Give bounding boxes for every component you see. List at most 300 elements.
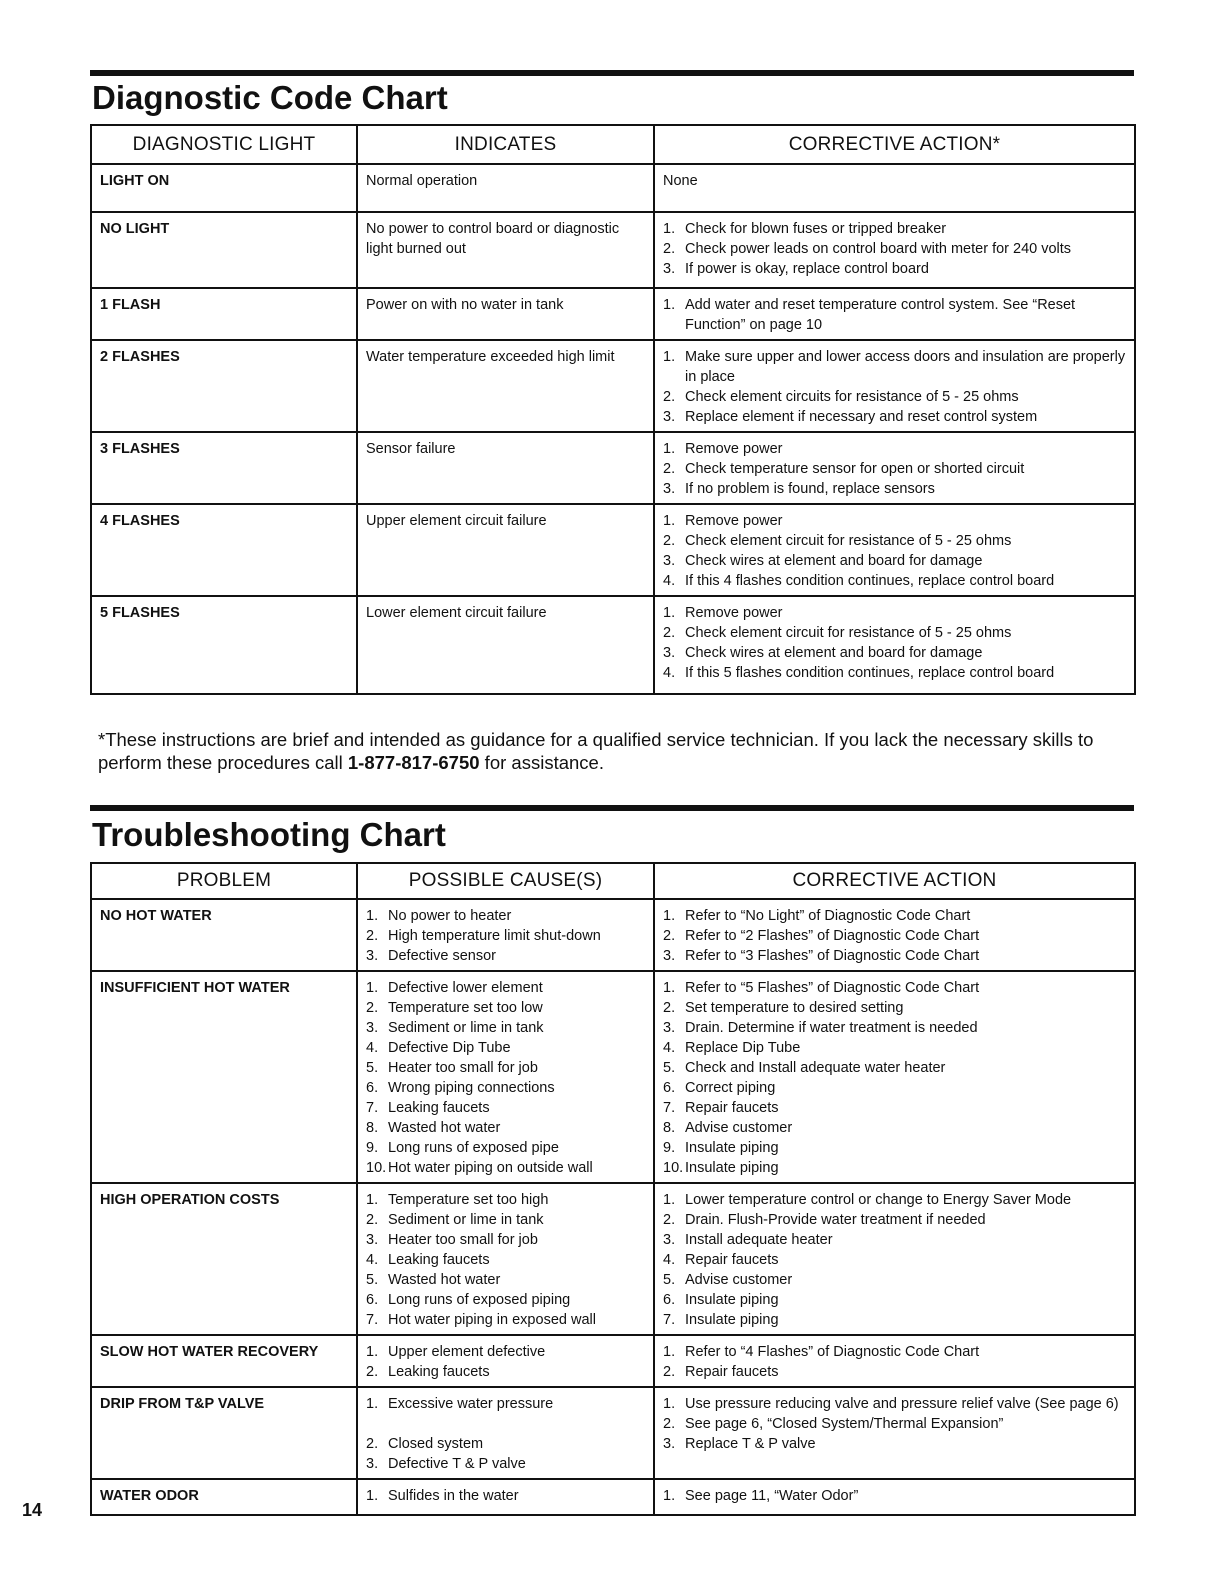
- item-number: 2.: [663, 1212, 676, 1228]
- list-item: [663, 1310, 1126, 1330]
- item-number: 2.: [366, 1436, 379, 1452]
- item-text: Wasted hot water: [388, 1272, 501, 1288]
- item-number: 9.: [366, 1140, 379, 1156]
- item-number: 1.: [366, 1396, 379, 1412]
- item-text: Insulate piping: [685, 1292, 779, 1308]
- table-row: [91, 1335, 1135, 1387]
- list-item: [366, 978, 645, 998]
- list-item: [663, 1210, 1126, 1230]
- list-item: [663, 1118, 1126, 1138]
- table-row: [91, 971, 1135, 1183]
- problem: DRIP FROM T&P VALVE: [91, 1387, 357, 1479]
- corrective-action-cell: [654, 212, 1135, 288]
- corrective-action-list: [663, 1342, 1126, 1382]
- list-item: [663, 1098, 1126, 1118]
- item-number: 3.: [366, 1456, 379, 1472]
- item-number: 1.: [366, 1344, 379, 1360]
- item-text: See page 11, “Water Odor”: [685, 1488, 859, 1504]
- item-text: Insulate piping: [685, 1312, 779, 1328]
- list-item: [663, 571, 1126, 591]
- item-number: 1.: [663, 441, 676, 457]
- item-number: 2.: [663, 389, 676, 405]
- item-number: 1.: [663, 1344, 676, 1360]
- item-number: 7.: [663, 1312, 676, 1328]
- list-item: [366, 1394, 645, 1414]
- list-item: [663, 1290, 1126, 1310]
- indicates: Water temperature exceeded high limit: [357, 340, 654, 432]
- item-text: Leaking faucets: [388, 1364, 490, 1380]
- list-item: [366, 1342, 645, 1362]
- diagnostic-light: LIGHT ON: [91, 164, 357, 212]
- item-number: 6.: [366, 1292, 379, 1308]
- item-number: 2.: [663, 625, 676, 641]
- item-number: 4.: [663, 665, 676, 681]
- list-item: [366, 1210, 645, 1230]
- item-number: 1.: [663, 513, 676, 529]
- item-text: Check element circuit for resistance of 5 - 25 ohms: [685, 533, 1012, 549]
- list-item: [366, 1362, 645, 1382]
- corrective-action-cell: [654, 596, 1135, 694]
- indicates: Upper element circuit failure: [357, 504, 654, 596]
- item-text: Install adequate heater: [685, 1232, 833, 1248]
- item-text: Check element circuits for resistance of 5 - 25 ohms: [685, 389, 1019, 405]
- diagnostic-light: 5 FLASHES: [91, 596, 357, 694]
- table-row: [91, 164, 1135, 212]
- list-item: [366, 946, 645, 966]
- table-row: [91, 1387, 1135, 1479]
- item-number: 10.: [663, 1160, 684, 1176]
- indicates: No power to control board or diagnostic light burned out: [357, 212, 654, 288]
- item-text: Long runs of exposed piping: [388, 1292, 571, 1308]
- item-text: Temperature set too high: [388, 1192, 549, 1208]
- item-number: 8.: [663, 1120, 676, 1136]
- corrective-action-list: [663, 295, 1126, 335]
- possible-cause-cell: [357, 1387, 654, 1479]
- problem: NO HOT WATER: [91, 899, 357, 971]
- list-item: [663, 511, 1126, 531]
- item-text: No power to heater: [388, 908, 512, 924]
- possible-cause-list: [366, 1486, 645, 1506]
- item-number: 9.: [663, 1140, 676, 1156]
- list-item: [663, 663, 1126, 683]
- item-number: 3.: [663, 481, 676, 497]
- note-text: *These instructions are brief and intended as guidance for a qualified service technician. If you lack the necessary skills to perform these procedures call: [98, 729, 1094, 773]
- item-number: 1.: [663, 1488, 676, 1504]
- possible-cause-cell: [357, 971, 654, 1183]
- table-row: [91, 1183, 1135, 1335]
- item-text: Check element circuit for resistance of 5 - 25 ohms: [685, 625, 1012, 641]
- list-item: [366, 1138, 645, 1158]
- diagnostic-light: 1 FLASH: [91, 288, 357, 340]
- item-text: Sediment or lime in tank: [388, 1020, 544, 1036]
- item-number: 4.: [663, 1040, 676, 1056]
- diagnostic-chart-title: Diagnostic Code Chart: [92, 79, 448, 116]
- item-number: 2.: [366, 1212, 379, 1228]
- item-text: If no problem is found, replace sensors: [685, 481, 935, 497]
- item-text: Replace element if necessary and reset control system: [685, 409, 1038, 425]
- header-problem: PROBLEM: [91, 863, 357, 899]
- item-number: 5.: [663, 1060, 676, 1076]
- item-number: 5.: [663, 1272, 676, 1288]
- list-item: [663, 1038, 1126, 1058]
- list-item: [663, 1486, 1126, 1506]
- header-corrective-action: CORRECTIVE ACTION: [654, 863, 1135, 899]
- table-row: [91, 504, 1135, 596]
- list-item: [663, 1250, 1126, 1270]
- item-text: Add water and reset temperature control system. See “Reset Function” on page 10: [685, 297, 1076, 333]
- diagnostic-light: 3 FLASHES: [91, 432, 357, 504]
- list-item: [663, 1394, 1126, 1414]
- list-item: [366, 1454, 645, 1474]
- possible-cause-cell: [357, 899, 654, 971]
- corrective-action-cell: [654, 432, 1135, 504]
- item-number: 3.: [663, 948, 676, 964]
- item-text: Insulate piping: [685, 1160, 779, 1176]
- corrective-action-list: [663, 347, 1126, 427]
- header-indicates: INDICATES: [357, 125, 654, 164]
- item-text: Wrong piping connections: [388, 1080, 555, 1096]
- diagnostic-light: NO LIGHT: [91, 212, 357, 288]
- item-text: Check power leads on control board with meter for 240 volts: [685, 241, 1072, 257]
- list-item: [663, 978, 1126, 998]
- table-row: [91, 340, 1135, 432]
- possible-cause-list: [366, 1342, 645, 1382]
- header-possible-causes: POSSIBLE CAUSE(S): [357, 863, 654, 899]
- list-item: [366, 1270, 645, 1290]
- list-item: [663, 1158, 1126, 1178]
- note-text-end: for assistance.: [479, 752, 604, 773]
- item-number: 1.: [663, 221, 676, 237]
- item-number: 2.: [366, 1364, 379, 1380]
- item-number: 1.: [366, 908, 379, 924]
- item-number: 2.: [366, 1000, 379, 1016]
- list-item: [366, 1038, 645, 1058]
- troubleshooting-chart-title: Troubleshooting Chart: [92, 816, 446, 853]
- item-number: 2.: [663, 1364, 676, 1380]
- item-number: 1.: [663, 605, 676, 621]
- list-item: [366, 1434, 645, 1454]
- list-item: [663, 459, 1126, 479]
- corrective-action-cell: [654, 971, 1135, 1183]
- item-text: Refer to “4 Flashes” of Diagnostic Code Chart: [685, 1344, 980, 1360]
- corrective-action-cell: [654, 1183, 1135, 1335]
- item-text: Correct piping: [685, 1080, 776, 1096]
- item-number: 5.: [366, 1272, 379, 1288]
- header-corrective-action: CORRECTIVE ACTION*: [654, 125, 1135, 164]
- item-number: 2.: [663, 533, 676, 549]
- indicates: Lower element circuit failure: [357, 596, 654, 694]
- item-text: Refer to “2 Flashes” of Diagnostic Code Chart: [685, 928, 980, 944]
- item-number: 7.: [366, 1100, 379, 1116]
- list-item: [663, 1190, 1126, 1210]
- top-rule: [90, 70, 1134, 76]
- possible-cause-list: [366, 906, 645, 966]
- corrective-action-cell: [654, 340, 1135, 432]
- page-number: 14: [22, 1500, 43, 1520]
- item-number: 3.: [663, 553, 676, 569]
- item-number: 1.: [663, 1396, 676, 1412]
- list-item: [663, 1270, 1126, 1290]
- corrective-action-list: [663, 1486, 1126, 1506]
- item-text: Make sure upper and lower access doors and insulation are properly in place: [685, 349, 1126, 385]
- item-text: Check for blown fuses or tripped breaker: [685, 221, 947, 237]
- diagnostic-code-table: [90, 124, 1136, 695]
- item-text: Temperature set too low: [388, 1000, 543, 1016]
- item-number: 8.: [366, 1120, 379, 1136]
- list-item: [366, 1190, 645, 1210]
- list-item: [663, 1414, 1126, 1434]
- corrective-action-list: [663, 511, 1126, 591]
- list-item: [663, 479, 1126, 499]
- list-item: [663, 1434, 1126, 1454]
- list-item: [663, 439, 1126, 459]
- item-text: Replace Dip Tube: [685, 1040, 801, 1056]
- item-text: Replace T & P valve: [685, 1436, 816, 1452]
- item-text: Advise customer: [685, 1120, 793, 1136]
- item-text: Remove power: [685, 441, 783, 457]
- list-item: [663, 347, 1126, 387]
- list-item: [663, 1018, 1126, 1038]
- list-item: [366, 1118, 645, 1138]
- item-number: 3.: [663, 261, 676, 277]
- item-number: 7.: [663, 1100, 676, 1116]
- indicates: Power on with no water in tank: [357, 288, 654, 340]
- corrective-action-list: [663, 219, 1126, 279]
- list-item: [663, 531, 1126, 551]
- item-number: 1.: [366, 1488, 379, 1504]
- item-number: 2.: [663, 1416, 676, 1432]
- possible-cause-list: [366, 1394, 645, 1474]
- troubleshooting-header-row: [91, 863, 1135, 899]
- list-item: [663, 219, 1126, 239]
- technician-note: [98, 728, 1128, 774]
- corrective-action-cell: [654, 288, 1135, 340]
- item-text: Check and Install adequate water heater: [685, 1060, 946, 1076]
- item-number: 4.: [663, 1252, 676, 1268]
- list-item: [366, 998, 645, 1018]
- item-text: Remove power: [685, 513, 783, 529]
- corrective-action-cell: [654, 504, 1135, 596]
- item-number: 5.: [366, 1060, 379, 1076]
- item-text: Hot water piping in exposed wall: [388, 1312, 596, 1328]
- list-item: [366, 1158, 645, 1178]
- list-item: [663, 926, 1126, 946]
- list-item: [663, 1362, 1126, 1382]
- item-text: Refer to “3 Flashes” of Diagnostic Code Chart: [685, 948, 980, 964]
- item-number: 3.: [366, 1020, 379, 1036]
- item-number: 10.: [366, 1160, 387, 1176]
- problem: INSUFFICIENT HOT WATER: [91, 971, 357, 1183]
- list-item: [366, 1250, 645, 1270]
- table-row: [91, 1479, 1135, 1515]
- item-text: [388, 1416, 392, 1432]
- list-item: [663, 643, 1126, 663]
- item-text: Leaking faucets: [388, 1252, 490, 1268]
- item-number: 1.: [663, 1192, 676, 1208]
- item-text: See page 6, “Closed System/Thermal Expansion”: [685, 1416, 1004, 1432]
- corrective-action-list: [663, 1190, 1126, 1330]
- item-number: 6.: [663, 1080, 676, 1096]
- list-item: [366, 1290, 645, 1310]
- item-text: Heater too small for job: [388, 1232, 538, 1248]
- item-text: Insulate piping: [685, 1140, 779, 1156]
- diagnostic-light: 4 FLASHES: [91, 504, 357, 596]
- item-text: Upper element defective: [388, 1344, 546, 1360]
- item-number: 1.: [663, 908, 676, 924]
- item-text: Defective lower element: [388, 980, 543, 996]
- item-text: Closed system: [388, 1436, 484, 1452]
- list-item: [366, 1018, 645, 1038]
- item-text: Drain. Flush-Provide water treatment if needed: [685, 1212, 986, 1228]
- possible-cause-list: [366, 1190, 645, 1330]
- table-row: [91, 288, 1135, 340]
- indicates: Sensor failure: [357, 432, 654, 504]
- item-text: Drain. Determine if water treatment is needed: [685, 1020, 978, 1036]
- item-number: 1.: [366, 1192, 379, 1208]
- list-item: [366, 1098, 645, 1118]
- item-number: 3.: [663, 645, 676, 661]
- list-item: [663, 1078, 1126, 1098]
- corrective-action-cell: [654, 1335, 1135, 1387]
- item-number: 2.: [663, 241, 676, 257]
- item-number: 3.: [663, 1232, 676, 1248]
- item-text: Use pressure reducing valve and pressure relief valve (See page 6): [685, 1396, 1119, 1412]
- item-text: Check temperature sensor for open or shorted circuit: [685, 461, 1025, 477]
- item-text: Defective Dip Tube: [388, 1040, 511, 1056]
- item-text: High temperature limit shut-down: [388, 928, 601, 944]
- item-text: If this 5 flashes condition continues, replace control board: [685, 665, 1055, 681]
- list-item: [663, 239, 1126, 259]
- list-item: [663, 1058, 1126, 1078]
- list-item: [366, 1414, 645, 1434]
- item-text: Advise customer: [685, 1272, 793, 1288]
- corrective-action: None: [654, 164, 1135, 212]
- item-number: 1.: [366, 980, 379, 996]
- possible-cause-cell: [357, 1479, 654, 1515]
- list-item: [366, 1486, 645, 1506]
- list-item: [366, 1078, 645, 1098]
- item-number: 3.: [663, 1436, 676, 1452]
- item-text: Defective sensor: [388, 948, 496, 964]
- item-text: Refer to “5 Flashes” of Diagnostic Code Chart: [685, 980, 980, 996]
- possible-cause-cell: [357, 1335, 654, 1387]
- corrective-action-list: [663, 978, 1126, 1178]
- item-text: Excessive water pressure: [388, 1396, 554, 1412]
- corrective-action-list: [663, 603, 1126, 683]
- list-item: [663, 551, 1126, 571]
- table-row: [91, 212, 1135, 288]
- indicates: Normal operation: [357, 164, 654, 212]
- troubleshooting-table: [90, 862, 1136, 1516]
- header-diagnostic-light: DIAGNOSTIC LIGHT: [91, 125, 357, 164]
- corrective-action-list: [663, 439, 1126, 499]
- item-text: Repair faucets: [685, 1364, 779, 1380]
- list-item: [663, 998, 1126, 1018]
- problem: WATER ODOR: [91, 1479, 357, 1515]
- item-number: 6.: [663, 1292, 676, 1308]
- item-number: 4.: [366, 1040, 379, 1056]
- item-number: 1.: [663, 980, 676, 996]
- list-item: [663, 295, 1126, 335]
- item-text: Heater too small for job: [388, 1060, 538, 1076]
- table-row: [91, 596, 1135, 694]
- item-text: Lower temperature control or change to Energy Saver Mode: [685, 1192, 1072, 1208]
- corrective-action-list: [663, 906, 1126, 966]
- item-number: 7.: [366, 1312, 379, 1328]
- item-number: 1.: [663, 349, 676, 365]
- list-item: [366, 926, 645, 946]
- list-item: [663, 259, 1126, 279]
- list-item: [366, 906, 645, 926]
- possible-cause-cell: [357, 1183, 654, 1335]
- list-item: [663, 1138, 1126, 1158]
- item-text: If power is okay, replace control board: [685, 261, 929, 277]
- item-text: Repair faucets: [685, 1252, 779, 1268]
- item-text: Sulfides in the water: [388, 1488, 519, 1504]
- corrective-action-list: [663, 1394, 1126, 1454]
- list-item: [663, 623, 1126, 643]
- item-number: 4.: [663, 573, 676, 589]
- list-item: [366, 1230, 645, 1250]
- item-number: 3.: [366, 1232, 379, 1248]
- item-text: Check wires at element and board for damage: [685, 645, 983, 661]
- corrective-action-cell: [654, 1387, 1135, 1479]
- list-item: [663, 906, 1126, 926]
- item-number: 2.: [663, 461, 676, 477]
- item-number: 3.: [663, 409, 676, 425]
- item-text: Check wires at element and board for damage: [685, 553, 983, 569]
- support-phone: 1-877-817-6750: [347, 752, 480, 773]
- item-number: 3.: [366, 948, 379, 964]
- item-number: 1.: [663, 297, 676, 313]
- item-text: Leaking faucets: [388, 1100, 490, 1116]
- list-item: [366, 1058, 645, 1078]
- problem: SLOW HOT WATER RECOVERY: [91, 1335, 357, 1387]
- list-item: [663, 1342, 1126, 1362]
- middle-rule: [90, 805, 1134, 811]
- list-item: [366, 1310, 645, 1330]
- item-text: Remove power: [685, 605, 783, 621]
- item-text: Long runs of exposed pipe: [388, 1140, 559, 1156]
- corrective-action-cell: [654, 899, 1135, 971]
- list-item: [663, 387, 1126, 407]
- item-number: 3.: [663, 1020, 676, 1036]
- item-number: 2.: [663, 1000, 676, 1016]
- item-text: If this 4 flashes condition continues, replace control board: [685, 573, 1055, 589]
- item-number: 2.: [663, 928, 676, 944]
- item-number: 2.: [366, 928, 379, 944]
- item-text: Set temperature to desired setting: [685, 1000, 904, 1016]
- list-item: [663, 407, 1126, 427]
- table-row: [91, 432, 1135, 504]
- table-row: [91, 899, 1135, 971]
- item-text: Hot water piping on outside wall: [388, 1160, 593, 1176]
- corrective-action-cell: [654, 1479, 1135, 1515]
- possible-cause-list: [366, 978, 645, 1178]
- item-number: 4.: [366, 1252, 379, 1268]
- item-text: Wasted hot water: [388, 1120, 501, 1136]
- item-text: Sediment or lime in tank: [388, 1212, 544, 1228]
- item-text: Repair faucets: [685, 1100, 779, 1116]
- problem: HIGH OPERATION COSTS: [91, 1183, 357, 1335]
- diagnostic-header-row: [91, 125, 1135, 164]
- list-item: [663, 946, 1126, 966]
- item-text: Refer to “No Light” of Diagnostic Code Chart: [685, 908, 971, 924]
- list-item: [663, 1230, 1126, 1250]
- diagnostic-light: 2 FLASHES: [91, 340, 357, 432]
- item-text: Defective T & P valve: [388, 1456, 526, 1472]
- list-item: [663, 603, 1126, 623]
